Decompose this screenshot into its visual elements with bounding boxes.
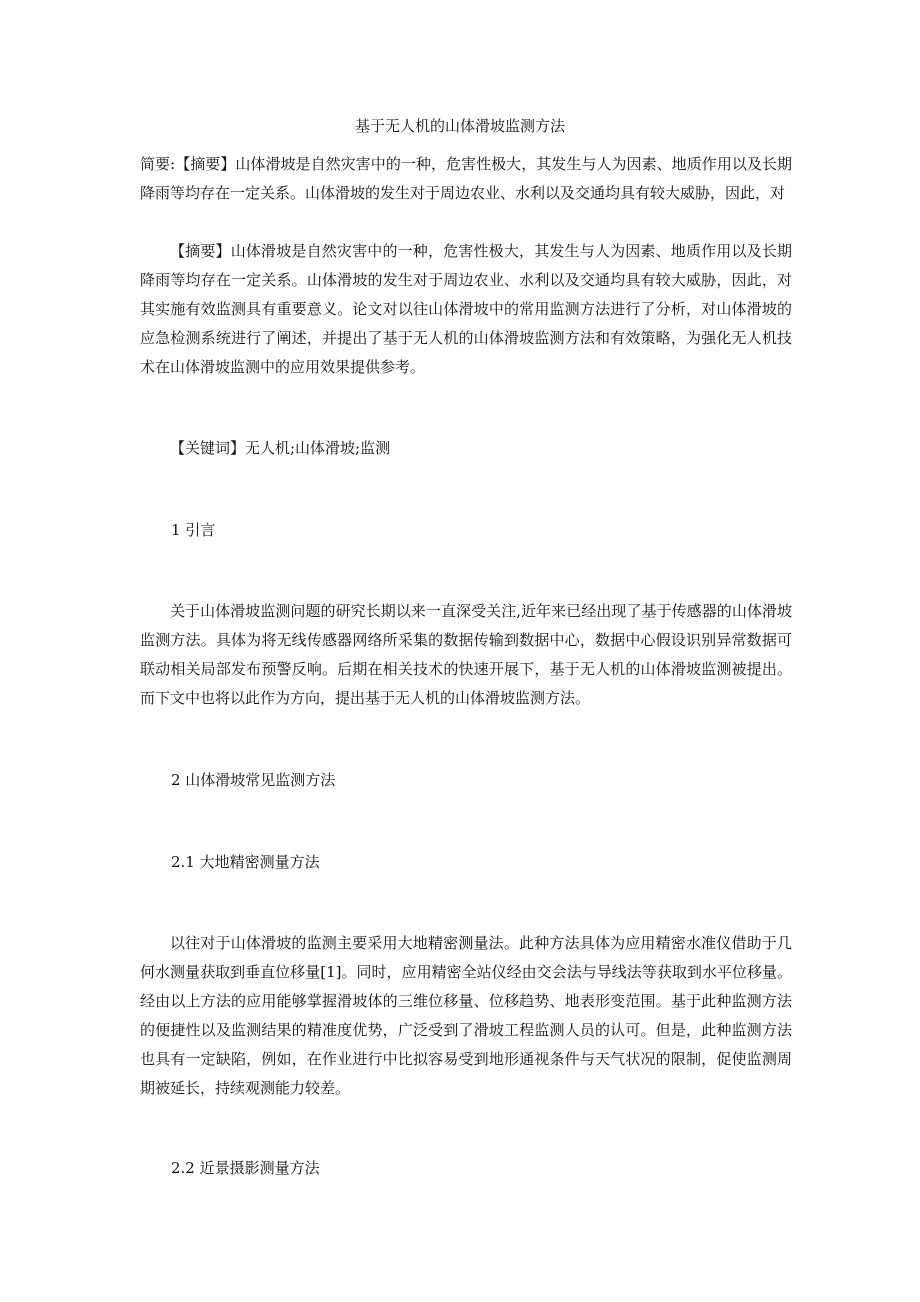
- section-2-2-heading: 2.2 近景摄影测量方法: [171, 1159, 320, 1177]
- section-2-1-body: 以往对于山体滑坡的监测主要采用大地精密测量法。此种方法具体为应用精密水准仪借助于几何水测量获取到垂直位移量[1]。同时，应用精密全站仪经由交会法与导线法等获取到水平位移量。经由以上方法的应用能够掌握滑坡体的三维位移量、位移趋势、地表形变范围。基于此种监测方法的便捷性以及监测结果的精准度优势，广泛受到了滑坡工程监测人员的认可。但是，此种监测方法也具有一定缺陷，例如，在作业进行中比拟容易受到地形通视条件与天气状况的限制，促使监测周期被延长，持续观测能力较差。: [140, 934, 792, 1097]
- section-1-heading: 1 引言: [171, 521, 216, 539]
- brief-paragraph: 简要:【摘要】山体滑坡是自然灾害中的一种，危害性极大，其发生与人为因素、地质作用以及长期降雨等均存在一定关系。山体滑坡的发生对于周边农业、水利以及交通均具有较大威胁，因此，对: [140, 155, 792, 202]
- section-2-1-heading: 2.1 大地精密测量方法: [171, 853, 320, 871]
- section-2-heading: 2 山体滑坡常见监测方法: [171, 771, 336, 789]
- document-title: 基于无人机的山体滑坡监测方法: [354, 117, 565, 135]
- abstract-paragraph: 【摘要】山体滑坡是自然灾害中的一种，危害性极大，其发生与人为因素、地质作用以及长期降雨等均存在一定关系。山体滑坡的发生对于周边农业、水利以及交通均具有较大威胁，因此，对其实施有效监测具有重要意义。论文对以往山体滑坡中的常用监测方法进行了分析，对山体滑坡的应急检测系统进行了阐述，并提出了基于无人机的山体滑坡监测方法和有效策略，为强化无人机技术在山体滑坡监测中的应用效果提供参考。: [140, 242, 792, 376]
- section-1-body: 关于山体滑坡监测问题的研究长期以来一直深受关注,近年来已经出现了基于传感器的山体滑坡监测方法。具体为将无线传感器网络所采集的数据传输到数据中心，数据中心假设识别异常数据可联动相关局部发布预警反响。后期在相关技术的快速开展下，基于无人机的山体滑坡监测被提出。而下文中也将以此作为方向，提出基于无人机的山体滑坡监测方法。: [140, 602, 792, 707]
- keywords-paragraph: 【关键词】无人机;山体滑坡;监测: [170, 439, 391, 457]
